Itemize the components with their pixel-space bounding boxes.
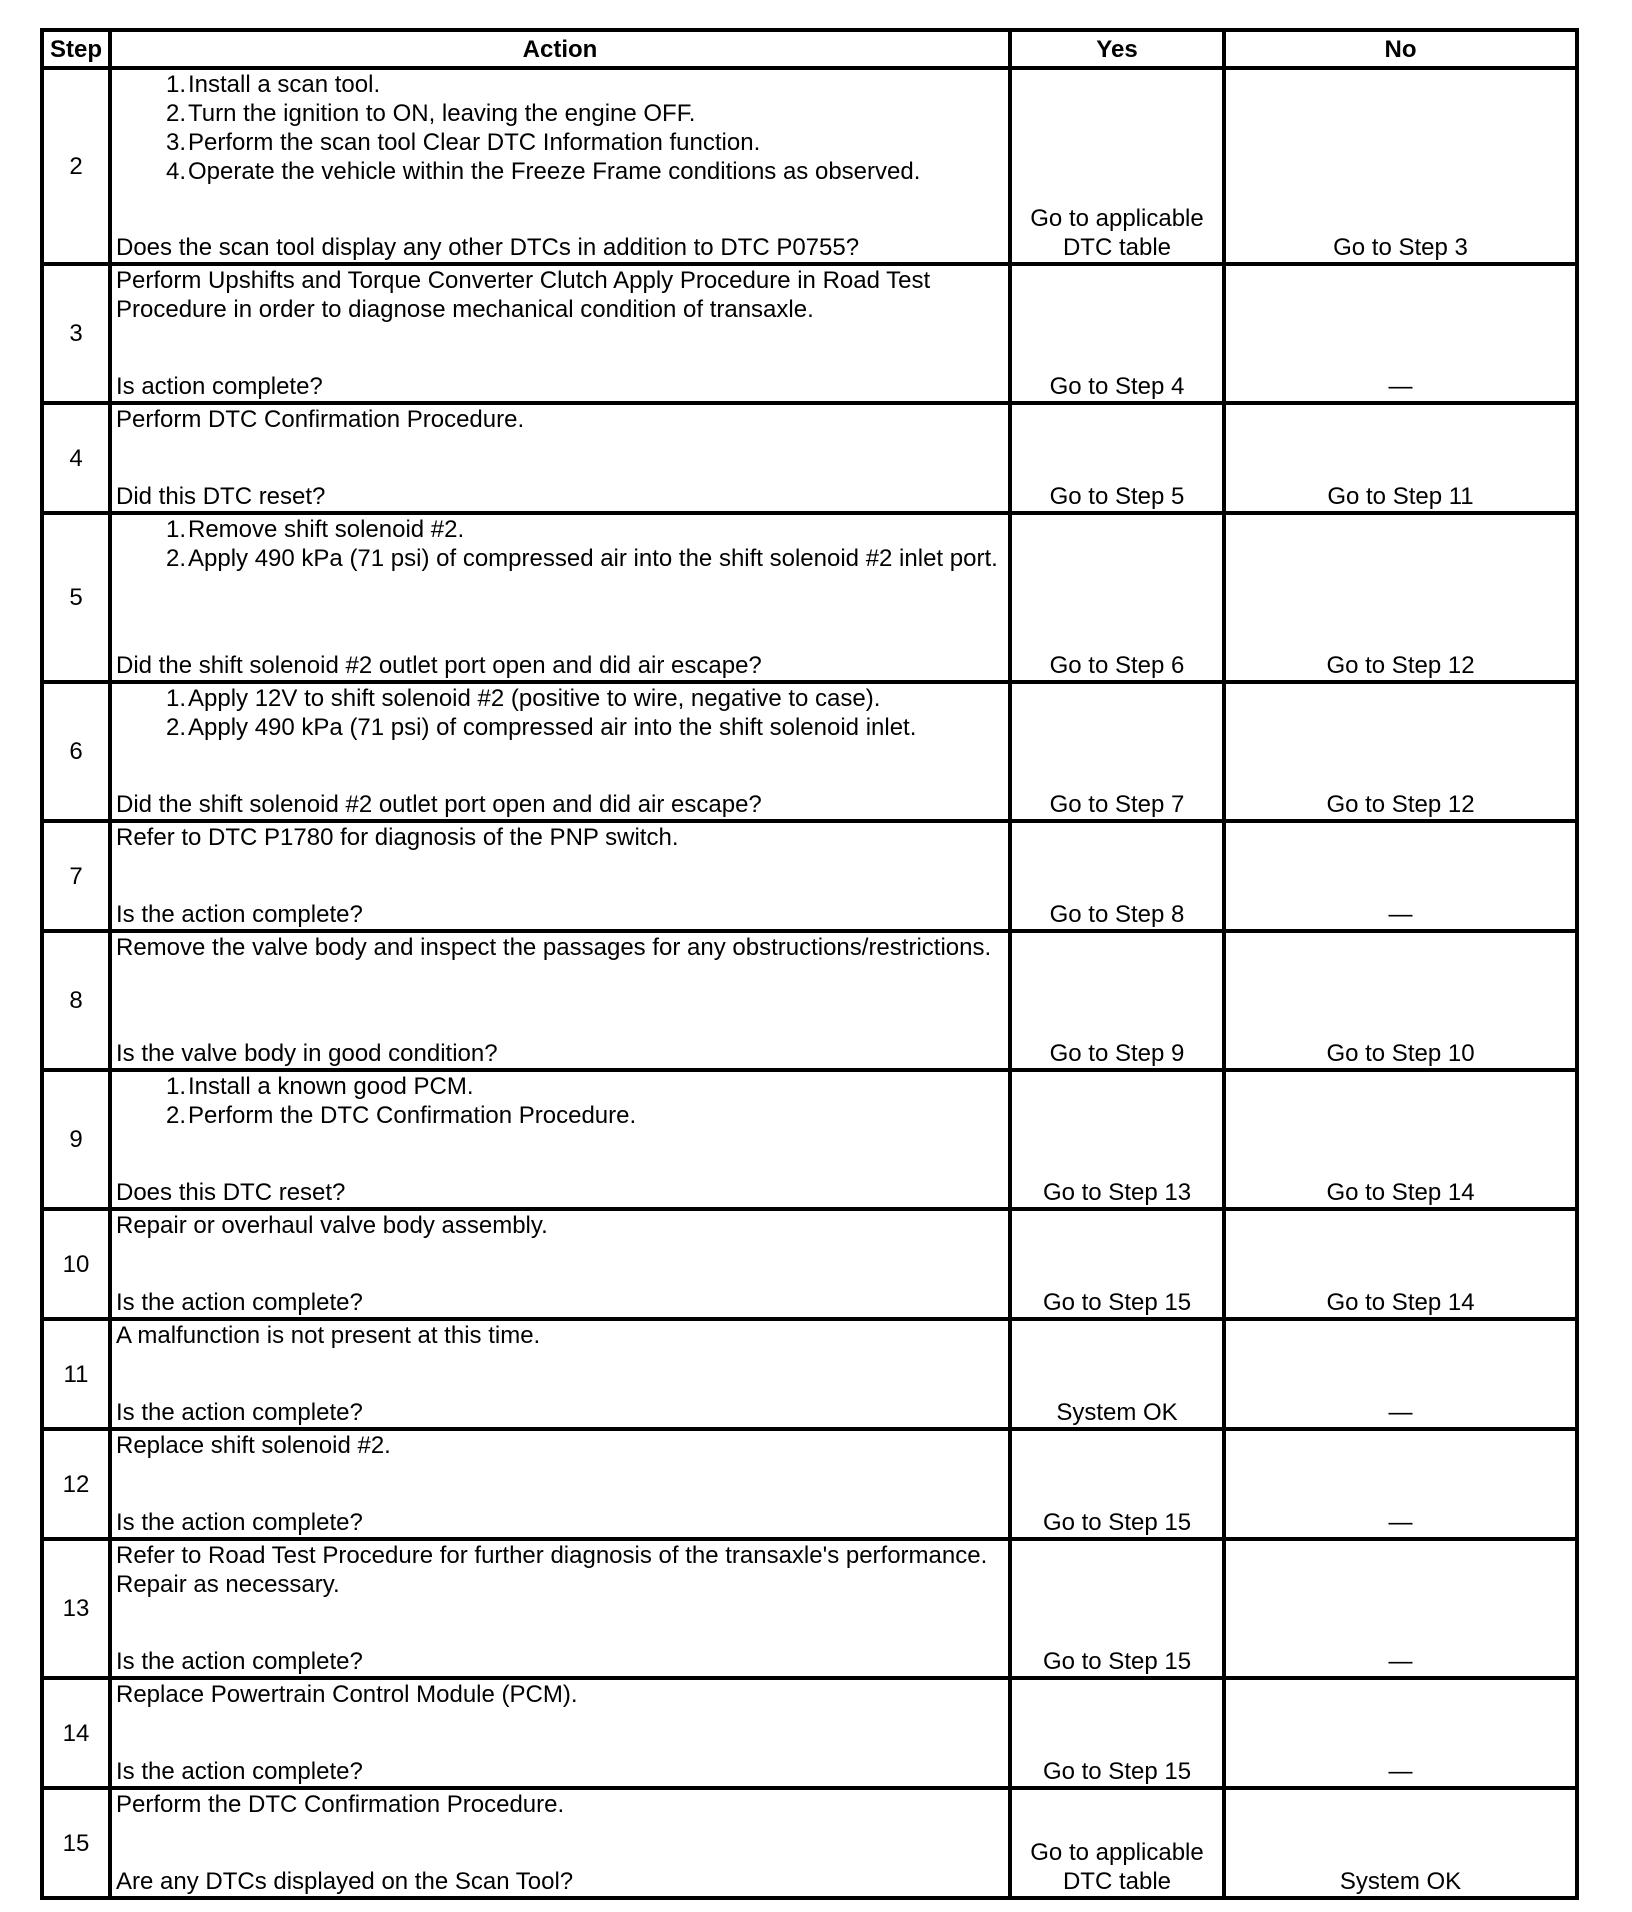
question-text: Does this DTC reset?	[116, 1179, 346, 1206]
table-row	[42, 682, 1577, 821]
procedure-list	[116, 515, 1004, 573]
no-result: —	[1224, 264, 1577, 403]
no-result: Go to Step 12	[1224, 513, 1577, 682]
item-text: Apply 12V to shift solenoid #2 (positive to wire, negative to case).	[188, 685, 881, 712]
table-row	[42, 1209, 1577, 1319]
step-number: 12	[42, 1429, 110, 1539]
question-text: Are any DTCs displayed on the Scan Tool?	[116, 1868, 574, 1895]
header-row	[42, 30, 1577, 68]
step-number: 7	[42, 821, 110, 931]
item-number: 2.	[166, 1102, 187, 1129]
yes-result: Go to Step 7	[1010, 682, 1224, 821]
header-action: Action	[110, 30, 1010, 68]
step-number: 10	[42, 1209, 110, 1319]
procedure-item	[116, 157, 1004, 186]
procedure-item	[116, 544, 1004, 573]
procedure-item	[116, 99, 1004, 128]
instruction-text: Remove the valve body and inspect the passages for any obstructions/restrictions.	[116, 934, 992, 961]
action-cell	[110, 1429, 1010, 1539]
item-text: Turn the ignition to ON, leaving the engine OFF.	[188, 100, 696, 127]
procedure-item	[116, 515, 1004, 544]
item-text: Remove shift solenoid #2.	[188, 516, 465, 543]
no-result: Go to Step 10	[1224, 931, 1577, 1070]
table-row	[42, 264, 1577, 403]
procedure-list	[116, 1072, 1004, 1130]
table-row	[42, 931, 1577, 1070]
no-result: Go to Step 3	[1224, 68, 1577, 264]
question-text: Did the shift solenoid #2 outlet port open and did air escape?	[116, 791, 762, 818]
header-step: Step	[42, 30, 110, 68]
item-number: 1.	[166, 1073, 187, 1100]
question-text: Is the valve body in good condition?	[116, 1040, 498, 1067]
yes-result: System OK	[1010, 1319, 1224, 1429]
procedure-item	[116, 128, 1004, 157]
step-number: 14	[42, 1678, 110, 1788]
table-row	[42, 403, 1577, 513]
procedure-item	[116, 684, 1004, 713]
yes-result: Go to Step 15	[1010, 1209, 1224, 1319]
table-row	[42, 1070, 1577, 1209]
instruction-text: Refer to DTC P1780 for diagnosis of the PNP switch.	[116, 824, 679, 851]
yes-result: Go to Step 15	[1010, 1429, 1224, 1539]
yes-result: Go to applicable DTC table	[1010, 1788, 1224, 1898]
table-row	[42, 1678, 1577, 1788]
item-text: Operate the vehicle within the Freeze Frame conditions as observed.	[188, 158, 921, 185]
action-cell	[110, 264, 1010, 403]
item-number: 4.	[166, 158, 187, 185]
header-yes: Yes	[1010, 30, 1224, 68]
action-cell	[110, 1209, 1010, 1319]
question-text: Is the action complete?	[116, 1289, 363, 1316]
action-cell	[110, 68, 1010, 264]
step-number: 15	[42, 1788, 110, 1898]
no-result: —	[1224, 821, 1577, 931]
question-text: Is the action complete?	[116, 1648, 363, 1675]
instruction-text: Refer to Road Test Procedure for further diagnosis of the transaxle's performance. Repair as necessary.	[116, 1542, 988, 1598]
no-result: —	[1224, 1678, 1577, 1788]
instruction-text: Replace shift solenoid #2.	[116, 1432, 391, 1459]
action-cell	[110, 1319, 1010, 1429]
item-number: 1.	[166, 685, 187, 712]
action-cell	[110, 682, 1010, 821]
table-row	[42, 1319, 1577, 1429]
action-cell	[110, 821, 1010, 931]
question-text: Is the action complete?	[116, 1758, 363, 1785]
question-text: Does the scan tool display any other DTCs in addition to DTC P0755?	[116, 234, 860, 261]
step-number: 8	[42, 931, 110, 1070]
item-number: 1.	[166, 516, 187, 543]
action-cell	[110, 931, 1010, 1070]
question-text: Is action complete?	[116, 373, 323, 400]
yes-result: Go to Step 4	[1010, 264, 1224, 403]
item-text: Perform the DTC Confirmation Procedure.	[188, 1102, 637, 1129]
table-row	[42, 821, 1577, 931]
item-number: 1.	[166, 71, 187, 98]
table-row	[42, 513, 1577, 682]
question-text: Is the action complete?	[116, 1399, 363, 1426]
procedure-list	[116, 684, 1004, 742]
question-text: Is the action complete?	[116, 1509, 363, 1536]
no-result: —	[1224, 1319, 1577, 1429]
no-result: —	[1224, 1429, 1577, 1539]
procedure-item	[116, 713, 1004, 742]
no-result: System OK	[1224, 1788, 1577, 1898]
step-number: 6	[42, 682, 110, 821]
item-number: 2.	[166, 100, 187, 127]
yes-result: Go to Step 8	[1010, 821, 1224, 931]
table-row	[42, 1788, 1577, 1898]
instruction-text: Perform Upshifts and Torque Converter Clutch Apply Procedure in Road Test Procedure in order to diagnose mechanical condition of transaxle.	[116, 267, 931, 323]
procedure-item	[116, 1072, 1004, 1101]
yes-result: Go to Step 9	[1010, 931, 1224, 1070]
action-cell	[110, 513, 1010, 682]
action-cell	[110, 1678, 1010, 1788]
step-number: 5	[42, 513, 110, 682]
procedure-item	[116, 70, 1004, 99]
action-cell	[110, 1788, 1010, 1898]
table-row	[42, 1539, 1577, 1678]
table-row	[42, 68, 1577, 264]
item-number: 2.	[166, 545, 187, 572]
table-row	[42, 1429, 1577, 1539]
action-cell	[110, 1070, 1010, 1209]
question-text: Did the shift solenoid #2 outlet port open and did air escape?	[116, 652, 762, 679]
item-text: Apply 490 kPa (71 psi) of compressed air into the shift solenoid #2 inlet port.	[188, 545, 998, 572]
step-number: 11	[42, 1319, 110, 1429]
header-no: No	[1224, 30, 1577, 68]
instruction-text: Perform DTC Confirmation Procedure.	[116, 406, 525, 433]
no-result: —	[1224, 1539, 1577, 1678]
question-text: Is the action complete?	[116, 901, 363, 928]
instruction-text: Replace Powertrain Control Module (PCM).	[116, 1681, 578, 1708]
question-text: Did this DTC reset?	[116, 483, 326, 510]
yes-result: Go to Step 6	[1010, 513, 1224, 682]
no-result: Go to Step 12	[1224, 682, 1577, 821]
instruction-text: A malfunction is not present at this time.	[116, 1322, 541, 1349]
no-result: Go to Step 11	[1224, 403, 1577, 513]
no-result: Go to Step 14	[1224, 1209, 1577, 1319]
item-number: 3.	[166, 129, 187, 156]
procedure-list	[116, 70, 1004, 186]
step-number: 9	[42, 1070, 110, 1209]
yes-result: Go to applicable DTC table	[1010, 68, 1224, 264]
step-number: 4	[42, 403, 110, 513]
step-number: 2	[42, 68, 110, 264]
action-cell	[110, 403, 1010, 513]
item-text: Perform the scan tool Clear DTC Information function.	[188, 129, 761, 156]
yes-result: Go to Step 15	[1010, 1539, 1224, 1678]
instruction-text: Repair or overhaul valve body assembly.	[116, 1212, 548, 1239]
step-number: 3	[42, 264, 110, 403]
yes-result: Go to Step 13	[1010, 1070, 1224, 1209]
action-cell	[110, 1539, 1010, 1678]
yes-result: Go to Step 15	[1010, 1678, 1224, 1788]
item-text: Install a scan tool.	[188, 71, 381, 98]
diagnostic-table	[40, 28, 1579, 1900]
item-text: Install a known good PCM.	[188, 1073, 474, 1100]
item-number: 2.	[166, 714, 187, 741]
no-result: Go to Step 14	[1224, 1070, 1577, 1209]
step-number: 13	[42, 1539, 110, 1678]
instruction-text: Perform the DTC Confirmation Procedure.	[116, 1791, 565, 1818]
yes-result: Go to Step 5	[1010, 403, 1224, 513]
procedure-item	[116, 1101, 1004, 1130]
item-text: Apply 490 kPa (71 psi) of compressed air into the shift solenoid inlet.	[188, 714, 917, 741]
